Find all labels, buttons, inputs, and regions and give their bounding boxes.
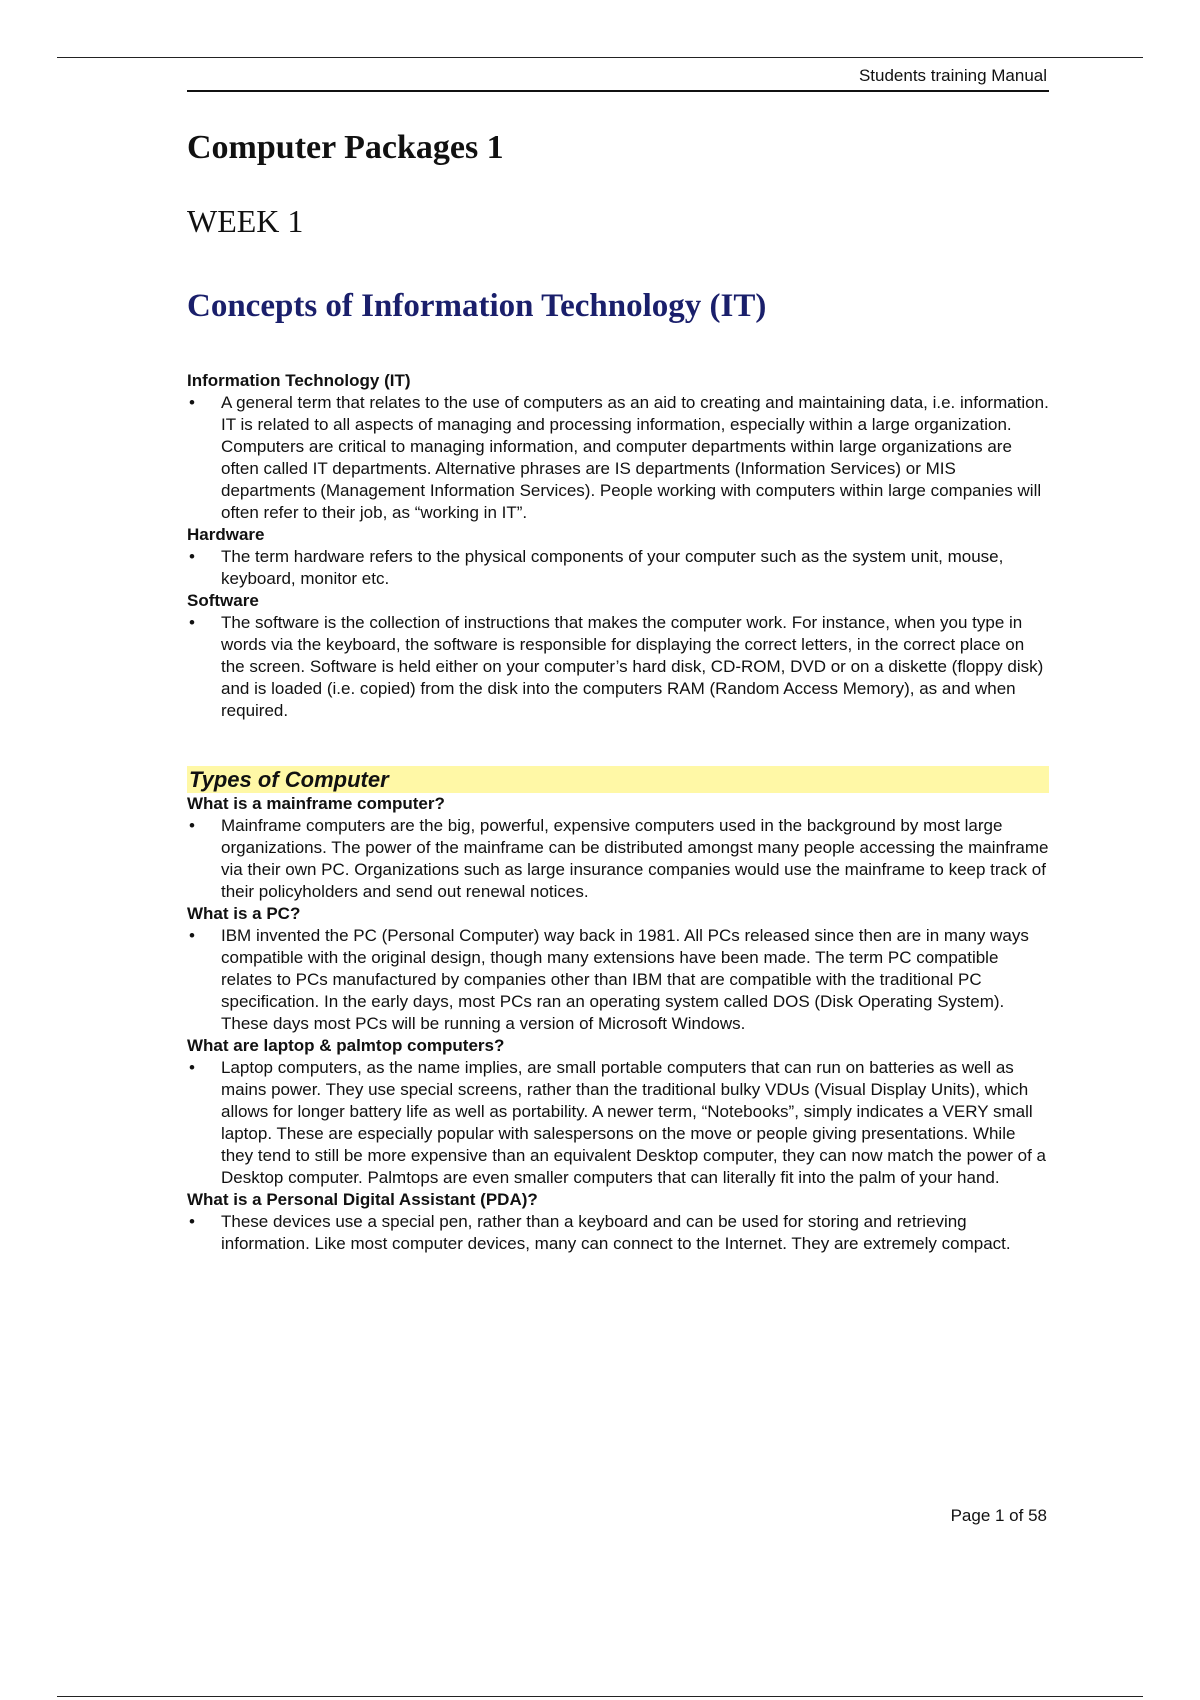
subhead-mainframe: What is a mainframe computer? (187, 794, 445, 813)
page-top-rule (57, 57, 1143, 58)
bullet-text: A general term that relates to the use of computers as an aid to creating and maintaining data, i.e. information. IT is related to all aspects of managing and processing information, especially within a large organization. Computers are critical to managing information, and computer departments within large organizations are often called IT departments. Alternative phrases are IS departments (Information Services) or MIS departments (Management Information Services). People working with computers within large companies will often refer to their job, as “working in IT”. (221, 393, 1049, 522)
list-item (187, 925, 1049, 1035)
subhead-laptop-palmtop: What are laptop & palmtop computers? (187, 1036, 505, 1055)
list-item (187, 815, 1049, 903)
bullet-list (187, 392, 1049, 524)
section-it-concepts (187, 370, 1049, 722)
bullet-list (187, 612, 1049, 722)
list-item (187, 612, 1049, 722)
running-header: Students training Manual (187, 66, 1049, 92)
bullet-icon: • (189, 816, 195, 835)
section-types-of-computer (187, 793, 1049, 1255)
subhead-software: Software (187, 591, 259, 610)
list-item (187, 546, 1049, 590)
list-item (187, 1211, 1049, 1255)
bullet-list (187, 546, 1049, 590)
page-bottom-rule (57, 1696, 1143, 1697)
subhead-pc: What is a PC? (187, 904, 301, 923)
bullet-icon: • (189, 1212, 195, 1231)
section-title-types-of-computer: Types of Computer (187, 766, 1049, 793)
week-label: WEEK 1 (187, 203, 304, 239)
bullet-list (187, 1211, 1049, 1255)
bullet-icon: • (189, 926, 195, 945)
document-title: Computer Packages 1 (187, 129, 504, 166)
bullet-text: The term hardware refers to the physical components of your computer such as the system unit, mouse, keyboard, monitor etc. (221, 547, 1004, 588)
list-item (187, 392, 1049, 524)
bullet-text: These devices use a special pen, rather than a keyboard and can be used for storing and retrieving information. Like most computer devices, many can connect to the Internet. They are extremely compact. (221, 1212, 1011, 1253)
subhead-pda: What is a Personal Digital Assistant (PDA)? (187, 1190, 538, 1209)
bullet-text: IBM invented the PC (Personal Computer) way back in 1981. All PCs released since then are in many ways compatible with the original design, though many extensions have been made. The term PC compatible relates to PCs manufactured by companies other than IBM that are compatible with the traditional PC specification. In the early days, most PCs ran an operating system called DOS (Disk Operating System). These days most PCs will be running a version of Microsoft Windows. (221, 926, 1029, 1033)
list-item (187, 1057, 1049, 1189)
subhead-information-technology: Information Technology (IT) (187, 371, 411, 390)
bullet-text: Laptop computers, as the name implies, are small portable computers that can run on batteries as well as mains power. They use special screens, rather than the traditional bulky VDUs (Visual Display Units), which allows for longer battery life as well as portability. A newer term, “Notebooks”, simply indicates a VERY small laptop. These are especially popular with salespersons on the move or people giving presentations. While they tend to still be more expensive than an equivalent Desktop computer, they can now match the power of a Desktop computer. Palmtops are even smaller computers that can literally fit into the palm of your hand. (221, 1058, 1046, 1187)
bullet-icon: • (189, 1058, 195, 1077)
bullet-icon: • (189, 393, 195, 412)
bullet-icon: • (189, 547, 195, 566)
bullet-icon: • (189, 613, 195, 632)
bullet-list (187, 925, 1049, 1035)
page-number: Page 1 of 58 (950, 1506, 1047, 1525)
bullet-list (187, 1057, 1049, 1189)
section-title-it-concepts: Concepts of Information Technology (IT) (187, 288, 767, 324)
document-page (187, 66, 1049, 1255)
bullet-text: The software is the collection of instructions that makes the computer work. For instance, when you type in words via the keyboard, the software is responsible for displaying the correct letters, in the correct place on the screen. Software is held either on your computer’s hard disk, CD-ROM, DVD or on a diskette (floppy disk) and is loaded (i.e. copied) from the disk into the computers RAM (Random Access Memory), as and when required. (221, 613, 1044, 720)
subhead-hardware: Hardware (187, 525, 265, 544)
bullet-text: Mainframe computers are the big, powerful, expensive computers used in the background by most large organizations. The power of the mainframe can be distributed amongst many people accessing the mainframe via their own PC. Organizations such as large insurance companies would use the mainframe to keep track of their policyholders and send out renewal notices. (221, 816, 1049, 901)
bullet-list (187, 815, 1049, 903)
